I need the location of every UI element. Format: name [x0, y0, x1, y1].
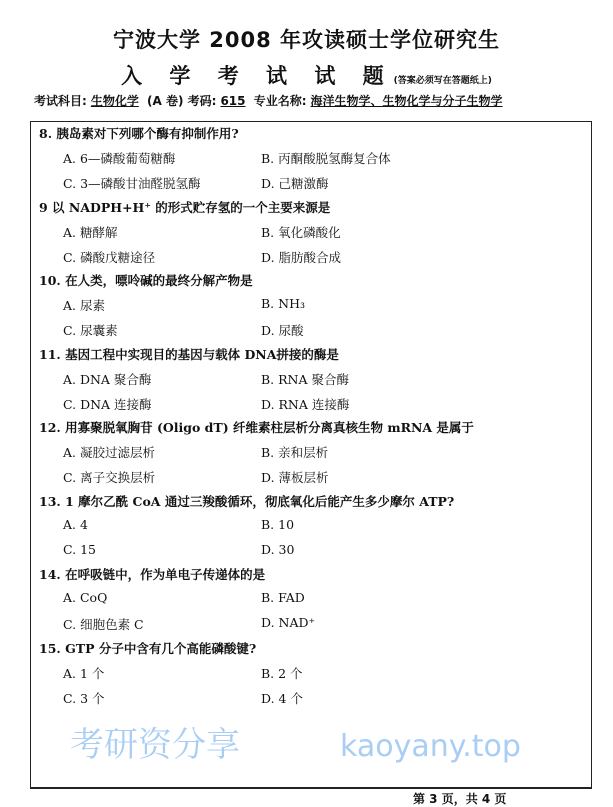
- option-a: A. 1 个: [63, 665, 105, 681]
- option-a: A. 凝胶过滤层析: [63, 445, 155, 460]
- paper-type: (A 卷): [147, 94, 184, 108]
- option-a: A. DNA 聚合酶: [63, 371, 152, 387]
- option-d: D. 脂肪酸合成: [261, 249, 342, 265]
- option-a: A. 尿素: [63, 298, 105, 313]
- watermark-chinese: 考研资分享: [70, 725, 240, 765]
- option-b: B. NH₃: [261, 296, 305, 311]
- major-label: 专业名称:: [253, 94, 307, 108]
- question-text: 10. 在人类，嘌呤碱的最终分解产物是: [39, 273, 253, 288]
- option-c: C. 细胞色素 C: [63, 617, 144, 632]
- option-a: A. 4: [63, 516, 88, 532]
- option-d: D. RNA 连接酶: [261, 396, 350, 412]
- option-d: D. 己糖激酶: [261, 176, 329, 191]
- option-b: B. FAD: [261, 590, 305, 605]
- subject-label: 考试科目:: [34, 94, 87, 108]
- option-c: C. 磷酸戊糖途径: [63, 249, 156, 265]
- exam-title: 宁波大学 2008 年攻读硕士学位研究生: [112, 28, 501, 52]
- page-number: 第 3 页，共 4 页: [413, 792, 507, 806]
- option-b: B. RNA 聚合酶: [261, 371, 349, 387]
- question-text: 11. 基因工程中实现目的基因与载体 DNA拼接的酶是: [39, 346, 339, 362]
- option-d: D. 30: [261, 541, 295, 557]
- option-c: C. 3 个: [63, 690, 105, 706]
- option-c: C. 15: [63, 541, 96, 557]
- exam-subtitle: [0, 60, 613, 90]
- question-text: 9 以 NADPH+H⁺ 的形式贮存氢的一个主要来源是: [39, 199, 331, 215]
- option-d: D. 尿酸: [261, 323, 304, 338]
- question-text: 14. 在呼吸链中，作为单电子传递体的是: [39, 567, 266, 582]
- option-b: B. 丙酮酸脱氢酶复合体: [261, 151, 391, 166]
- question-text: 13. 1 摩尔乙酰 CoA 通过三羧酸循环，彻底氧化后能产生多少摩尔 ATP?: [39, 493, 455, 509]
- option-c: C. 离子交换层析: [63, 470, 156, 485]
- option-a: A. 6—磷酸葡萄糖酶: [63, 151, 176, 166]
- option-b: B. 亲和层析: [261, 445, 329, 460]
- code-value: 615: [220, 94, 246, 108]
- watermark-url: kaoyany.top: [340, 729, 521, 764]
- option-a: A. 糖酵解: [63, 224, 118, 240]
- question-box: [30, 121, 592, 789]
- subject-value: 生物化学: [90, 94, 139, 108]
- subtitle-main: 入 学 考 试 试 题: [121, 64, 394, 88]
- option-c: C. DNA 连接酶: [63, 396, 152, 412]
- option-b: B. 氧化磷酸化: [261, 224, 341, 240]
- option-b: B. 2 个: [261, 665, 303, 681]
- exam-info-line: [34, 92, 507, 109]
- question-text: 8. 胰岛素对下列哪个酶有抑制作用?: [39, 126, 239, 141]
- option-d: D. NAD⁺: [261, 615, 316, 630]
- option-b: B. 10: [261, 516, 295, 532]
- question-text: 15. GTP 分子中含有几个高能磷酸键?: [39, 640, 257, 656]
- question-text: 12. 用寡聚脱氧胸苷 (Oligo dT) 纤维素柱层析分离真核生物 mRNA 是属于: [39, 420, 474, 435]
- option-c: C. 3—磷酸甘油醛脱氢酶: [63, 176, 201, 191]
- major-value: 海洋生物学、生物化学与分子生物学: [310, 94, 503, 108]
- option-d: D. 4 个: [261, 690, 303, 706]
- option-c: C. 尿囊素: [63, 323, 118, 338]
- option-d: D. 薄板层析: [261, 470, 329, 485]
- subtitle-note: (答案必须写在答题纸上): [393, 76, 492, 86]
- code-label: 考码:: [187, 94, 217, 108]
- option-a: A. CoQ: [63, 590, 108, 605]
